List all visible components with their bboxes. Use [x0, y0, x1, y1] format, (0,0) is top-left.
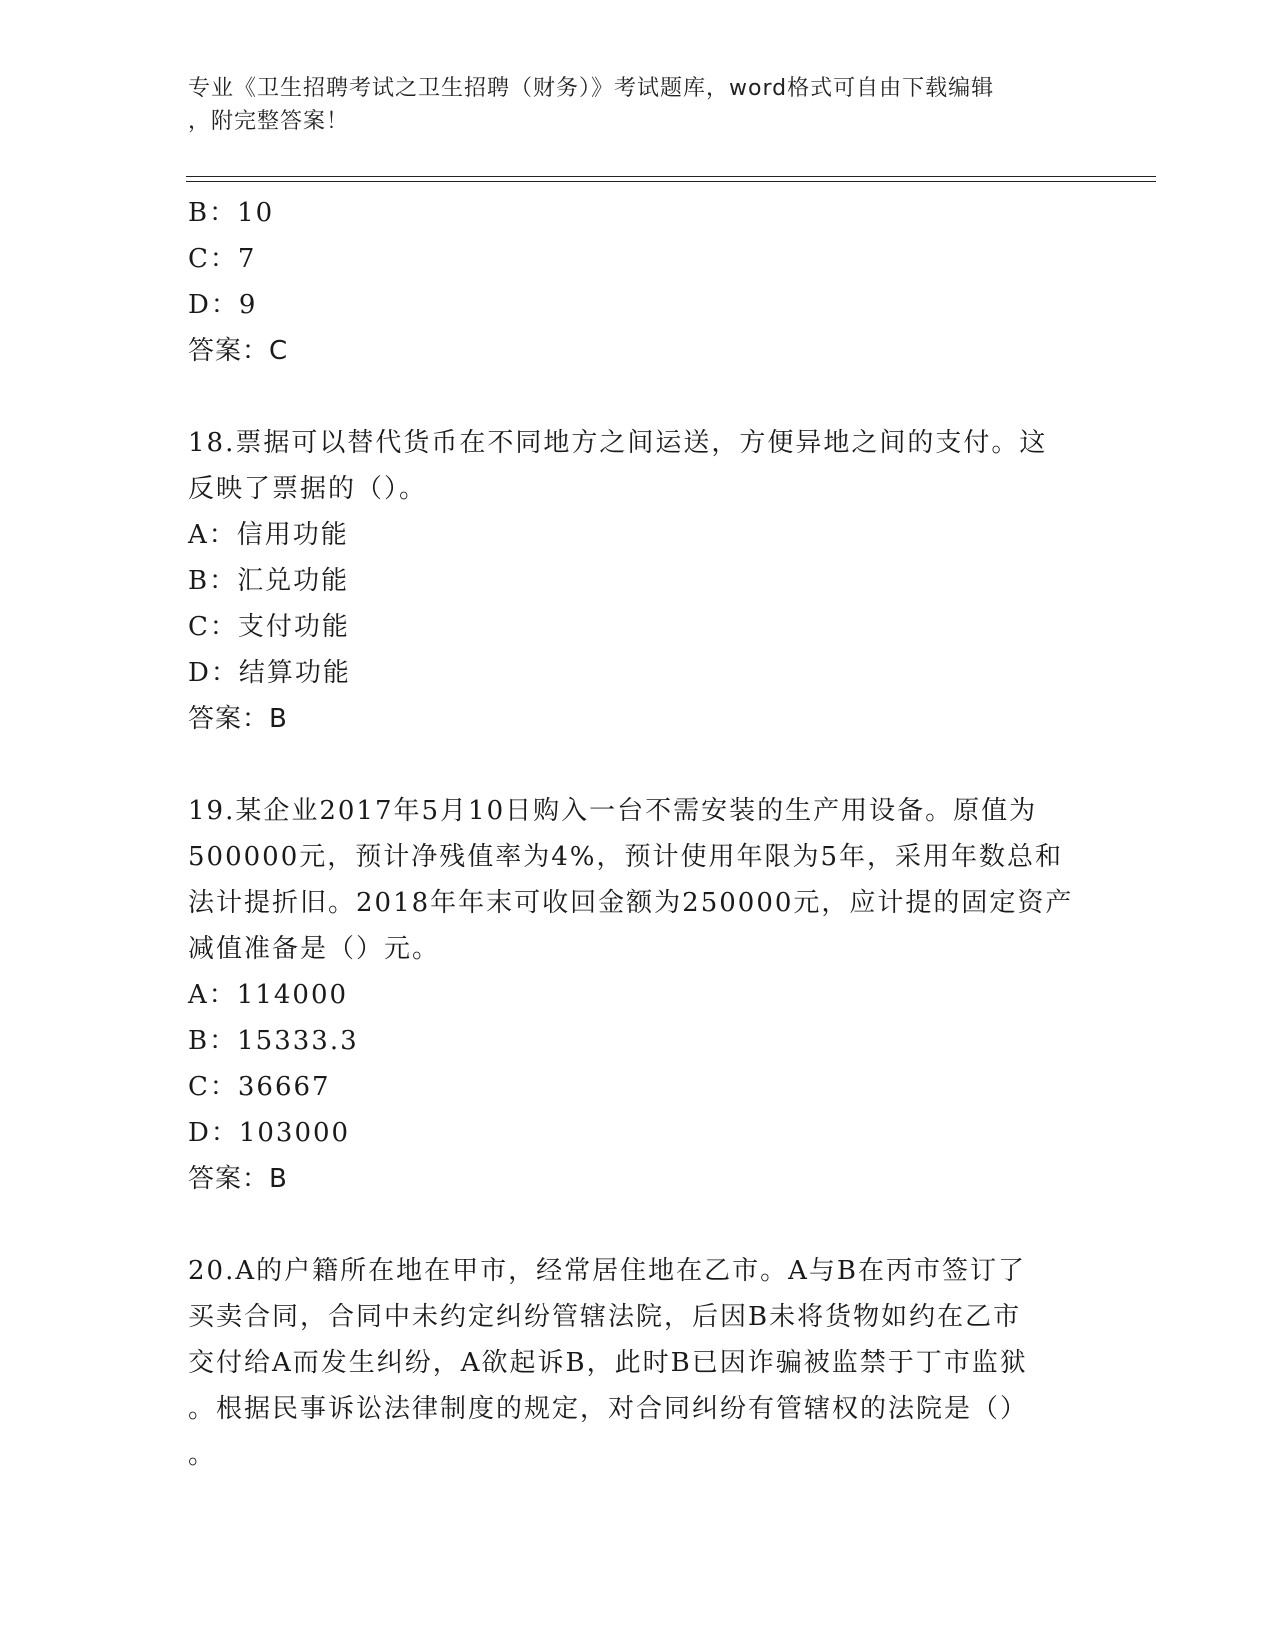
answer: 答案：C	[188, 336, 289, 366]
question-text: 19.某企业2017年5月10日购入一台不需安装的生产用设备。原值为	[188, 796, 1038, 826]
question-text: 500000元，预计净残值率为4%，预计使用年限为5年，采用年数总和	[188, 842, 1064, 872]
question-20	[188, 1248, 1088, 1478]
header-line-1: 专业《卫生招聘考试之卫生招聘（财务）》考试题库，word格式可自由下载编辑	[188, 76, 995, 101]
question-17-tail	[188, 190, 1088, 374]
option-a: A：114000	[188, 980, 349, 1010]
answer: 答案：B	[188, 704, 288, 734]
question-text: 买卖合同，合同中未约定纠纷管辖法院，后因B未将货物如约在乙市	[188, 1302, 1022, 1332]
option-d: D：结算功能	[188, 658, 351, 688]
option-d: D：103000	[188, 1118, 351, 1148]
option-c: C：7	[188, 244, 257, 274]
option-c: C：36667	[188, 1072, 331, 1102]
question-text: 反映了票据的（）。	[188, 474, 428, 504]
option-b: B：15333.3	[188, 1026, 359, 1056]
header-divider-top	[186, 176, 1156, 177]
header-line-2: ，附完整答案！	[188, 109, 350, 134]
question-text: 交付给A而发生纠纷，A欲起诉B，此时B已因诈骗被监禁于丁市监狱	[188, 1348, 1028, 1378]
question-text: 。根据民事诉讼法律制度的规定，对合同纠纷有管辖权的法院是（）	[188, 1394, 1029, 1424]
option-c: C：支付功能	[188, 612, 350, 642]
option-b: B：汇兑功能	[188, 566, 350, 596]
question-text: 法计提折旧。2018年年末可收回金额为250000元，应计提的固定资产	[188, 888, 1074, 918]
option-b: B：10	[188, 198, 275, 228]
option-d: D：9	[188, 290, 258, 320]
question-text: 18.票据可以替代货币在不同地方之间运送，方便异地之间的支付。这	[188, 428, 1048, 458]
header-divider-bottom	[186, 181, 1156, 182]
question-19	[188, 788, 1088, 1202]
answer: 答案：B	[188, 1164, 288, 1194]
question-text: 。	[188, 1440, 217, 1470]
question-content	[188, 190, 1088, 1478]
document-header	[188, 72, 1088, 138]
option-a: A：信用功能	[188, 520, 349, 550]
question-text: 减值准备是（）元。	[188, 934, 441, 964]
question-text: 20.A的户籍所在地在甲市，经常居住地在乙市。A与B在丙市签订了	[188, 1256, 1027, 1286]
question-18	[188, 420, 1088, 742]
